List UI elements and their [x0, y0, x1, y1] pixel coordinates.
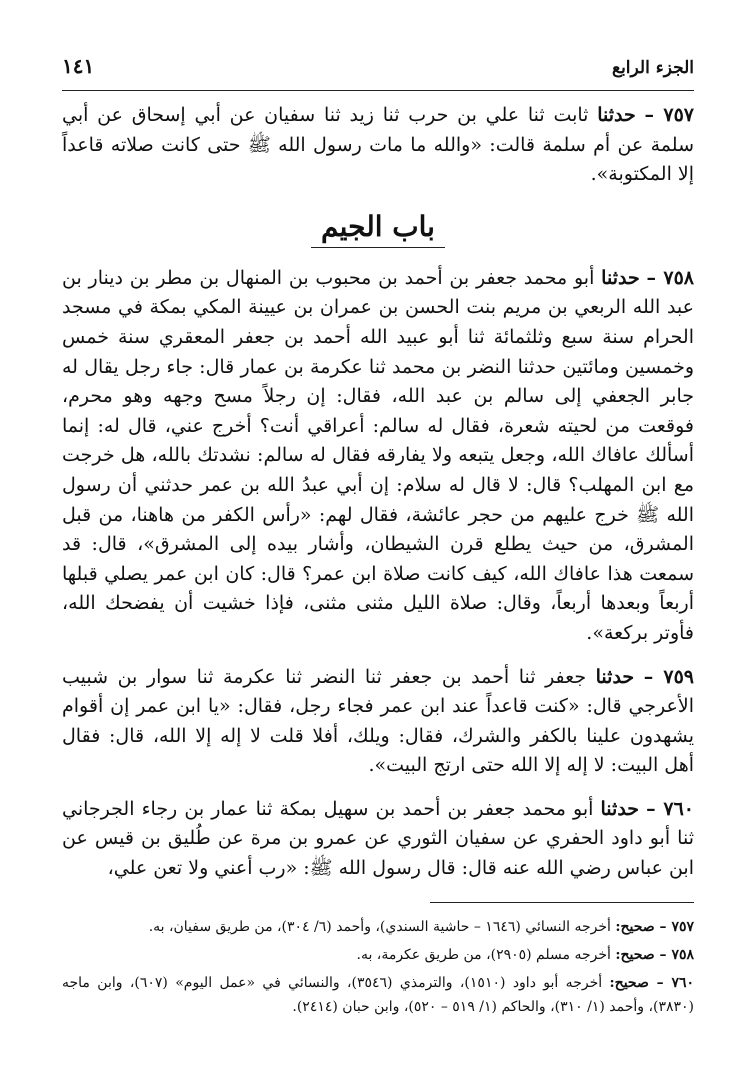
page-header: [62, 40, 694, 90]
hadith-number: ٧٥٩ –: [643, 665, 694, 688]
hadith-lead: حدثنا: [595, 665, 635, 688]
footnote-758: [62, 943, 694, 967]
chapter-heading: باب الجيم: [311, 210, 445, 248]
hadith-number: ٧٥٧ –: [644, 104, 694, 126]
hadith-lead: حدثنا: [597, 104, 636, 126]
hadith-text: ثابت ثنا علي بن حرب ثنا زيد ثنا سفيان عن أبي إسحاق عن أبي سلمة عن أم سلمة قالت: «والله ما مات رسول الله ﷺ حتى كانت صلاته قاعداً إلا المكتوبة».: [62, 104, 694, 186]
hadith-number: ٧٥٨ –: [646, 266, 695, 289]
hadith-text: جعفر ثنا أحمد بن جعفر ثنا النضر ثنا عكرمة ثنا سوار بن شبيب الأعرجي قال: «كنت قاعداً عند ابن عمر فجاء رجل، فقال: «يا ابن عمر إن أقوام يشهدون علينا بالكفر والشرك، فقال: ويلك، أفلا قلت لا إله إلا الله، قال: فقال أهل البيت: لا إله إلا الله حتى ارتج البيت».: [62, 665, 694, 777]
footnote-text: أخرجه النسائي (١٦٤٦ – حاشية السندي)، وأحمد (٦/ ٣٠٤)، من طريق سفيان، به.: [148, 918, 611, 935]
hadith-lead: حدثنا: [600, 797, 640, 820]
footnote-label: ٧٥٨ – صحيح:: [615, 946, 694, 963]
footnote-760: [62, 971, 694, 1019]
hadith-759: [62, 663, 694, 781]
hadith-757: [62, 101, 694, 190]
footnotes: [62, 915, 694, 1019]
footnote-rule: [430, 902, 694, 903]
hadith-text: أبو محمد جعفر بن أحمد بن محبوب بن المنهال بن مطر بن دينار بن عبد الله الربعي بن مريم بنت الحسن بن عمران بن عيينة المكي بمكة في مسجد الحرام سنة سبع وثلثمائة ثنا أبو عبيد الله أحمد بن جعفر المعقري سنة خمس وخمسين ومائتين حدثنا النضر بن محمد ثنا عكرمة بن عمار قال: جاء رجل يقال له جابر الجعفي إلى سالم بن عبد الله، فقال: إن رجلاً مسح وجهه وهو محرم، فوقعت من لحيته شعرة، فقال له سالم: أعراقي أنت؟ أخرج عني، قال له: إنما أسألك عافاك الله، وجعل يتبعه ولا يفارقه فقال له سالم: نشدتك بالله، هل خرجت مع ابن المهلب؟ قال: لا قال له سلام: إن أبي عبدُ الله بن عمر حدثني أن رسول الله ﷺ خرج عليهم من حجر عائشة، فقال لهم: «رأس الكفر من هاهنا، من قبل المشرق، من حيث يطلع قرن الشيطان، وأشار بيده إلى المشرق»، قال: قد سمعت هذا عافاك الله، كيف كانت صلاة ابن عمر؟ قال: كان ابن عمر يصلي قبلها أربعاً وبعدها أربعاً، وقال: صلاة الليل مثنى مثنى، فإذا خشيت أن يفضحك الله، فأوتر بركعة».: [62, 266, 694, 644]
footnote-label: ٧٦٠ – صحيح:: [609, 974, 694, 991]
hadith-text: أبو محمد جعفر بن أحمد بن سهيل بمكة ثنا عمار بن رجاء الجرجاني ثنا أبو داود الحفري عن سفيان الثوري عن عمرو بن مرة عن طُليق بن قيس عن ابن عباس رضي الله عنه قال: قال رسول الله ﷺ: «رب أعني ولا تعن علي،: [62, 797, 694, 880]
footnote-label: ٧٥٧ – صحيح:: [615, 918, 694, 935]
hadith-number: ٧٦٠ –: [646, 797, 694, 820]
hadith-lead: حدثنا: [601, 266, 640, 289]
hadith-760: [62, 795, 694, 884]
hadith-758: [62, 264, 694, 649]
page-number: ١٤١: [62, 54, 95, 78]
header-rule: [62, 90, 694, 91]
chapter-heading-wrap: [62, 210, 694, 248]
running-title: الجزء الرابع: [612, 58, 694, 78]
footnote-757: [62, 915, 694, 939]
footnote-text: أخرجه أبو داود (١٥١٠)، والترمذي (٣٥٤٦)، والنسائي في «عمل اليوم» (٦٠٧)، وابن ماجه (٣٨٣٠)، وأحمد (١/ ٣١٠)، والحاكم (١/ ٥١٩ – ٥٢٠)، وابن حبان (٢٤١٤).: [62, 974, 694, 1015]
page: [62, 40, 694, 1023]
footnote-text: أخرجه مسلم (٢٩٠٥)، من طريق عكرمة، به.: [356, 946, 611, 963]
